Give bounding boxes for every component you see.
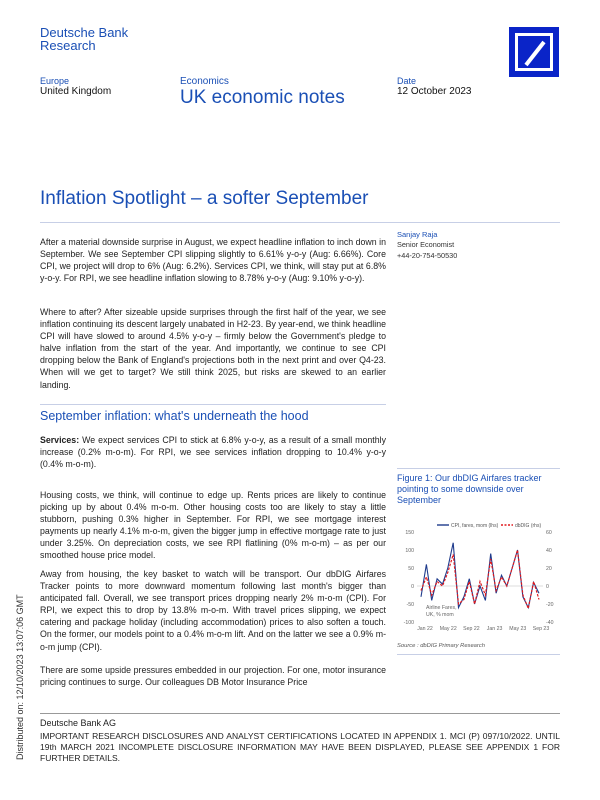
footer-company: Deutsche Bank AG: [40, 718, 117, 728]
date-block: [397, 76, 472, 97]
x-tick-label: May 23: [509, 626, 527, 632]
y-left-tick-label: -50: [406, 602, 414, 608]
x-tick-label: Sep 22: [463, 626, 480, 632]
y-left-tick-label: 50: [408, 566, 414, 572]
x-tick-label: Jan 23: [486, 626, 503, 632]
region-label: Europe: [40, 76, 70, 86]
services-lead: Services:: [40, 435, 80, 445]
y-left-tick-label: -100: [403, 620, 414, 626]
chart-annotation-line2: UK, % mom: [426, 612, 454, 618]
y-left-tick-label: 150: [405, 530, 414, 536]
footer-disclosure: IMPORTANT RESEARCH DISCLOSURES AND ANALYST CERTIFICATIONS LOCATED IN APPENDIX 1. MCI (P) 097/10/2022. UNTIL 19th MARCH 2021 INCOMPLETE DISCLOSURE INFORMATION MAY HAVE BEEN DISPLAYED, PLEASE SEE APPENDIX 1 FOR FURTHER DETAILS.: [40, 731, 560, 763]
topic-block: [180, 76, 345, 109]
author-title: Senior Economist: [397, 240, 455, 249]
footer-divider: [40, 713, 560, 714]
logo-frame: [515, 33, 553, 71]
y-left-tick-label: 0: [411, 584, 414, 590]
services-text: We expect services CPI to stick at 6.8% y-o-y, as a result of a small monthly increase (0.2% m-o-m). For RPI, we see services inflation dropping to 10.4% y-o-y (0.4% m-o-m).: [40, 435, 386, 470]
y-right-tick-label: 20: [546, 566, 552, 572]
figure-caption: Figure 1: Our dbDIG Airfares tracker pointing to some downside over September: [397, 473, 542, 505]
chart-series: [421, 543, 539, 609]
paragraph-transport: Away from housing, the key basket to watch will be transport. Our dbDIG Airfares Tracker points to more downward momentum following last month's bigger than anticipated fall. Overall, we see transport prices dropping nearly 2% m-o-m (CPI). For RPI, we expect this to drop by 13.8% m-o-m. With travel prices slipping, we expect catering and package holiday (including accommodation) prices to also soften a touch. On the former, our models point to a 0.4% m-o-m lift. And on the latter we see a 0.9% m-o-m jump (CPI).: [40, 569, 386, 652]
author-phone: +44-20-754-50530: [397, 251, 458, 260]
headline: Inflation Spotlight – a softer September: [40, 188, 369, 209]
y-right-tick-label: 60: [546, 530, 552, 536]
airfares-chart: [397, 518, 562, 642]
paragraph-intro: After a material downside surprise in August, we expect headline inflation to inch down in September. We see September CPI slipping slightly to 6.61% y-o-y (Aug: 6.66%). Core CPI, we project will drop to 6% (Aug: 6.2%). Services CPI, we think, will stay put at 6.8% y-o-y. For RPI, we see headline inflation slowing to 8.78% y-o-y (Aug: 9.10% y-o-y).: [40, 237, 386, 284]
legend-label: dbDIG (rhs): [515, 523, 542, 529]
paragraph-outlook: Where to after? After sizeable upside surprises through the first half of the year, we see inflation continuing its descent largely unabated in H2-23. By year-end, we think headline CPI will have slowed to around 4.5% y-o-y – firmly below the Government's pledge to halve inflation from the start of the year. And importantly, we continue to see CPI dropping below the Bank of England's projections both in the next print and over Q4-23. When will we get to target? We still think 2025, but risks are skewed to an earlier landing.: [40, 307, 386, 390]
brand-line2: Research: [40, 38, 96, 53]
x-tick-label: May 22: [439, 626, 457, 632]
figure-bottom-divider: [397, 654, 560, 655]
y-right-tick-label: -40: [546, 620, 554, 626]
author-block: [397, 230, 457, 261]
topic-label: Economics: [180, 76, 229, 87]
figure-source: Source : dbDIG Primary Research: [397, 643, 485, 649]
date-value: 12 October 2023: [397, 86, 472, 97]
y-right-tick-label: 40: [546, 548, 552, 554]
chart-legend: [437, 523, 541, 529]
paragraph-services: [40, 434, 386, 470]
y-right-tick-label: -20: [546, 602, 554, 608]
headline-divider: [40, 222, 560, 223]
author-name[interactable]: Sanjay Raja: [397, 230, 438, 239]
legend-label: CPI, fares, mom (lhs): [451, 523, 499, 529]
brand-line1: Deutsche Bank: [40, 25, 129, 40]
x-tick-label: Sep 23: [532, 626, 550, 632]
y-right-tick-label: 0: [546, 584, 549, 590]
x-tick-label: Jan 22: [417, 626, 433, 632]
y-left-tick-label: 100: [405, 548, 414, 554]
deutsche-bank-logo: [509, 27, 559, 77]
section-divider: [40, 404, 386, 405]
distribution-stamp: Distributed on: 12/10/2023 13:07:06 GMT: [15, 594, 25, 760]
paragraph-housing: Housing costs, we think, will continue to edge up. Rents prices are likely to continue picking up by about 0.4% m-o-m. Other housing costs too are likely to stay a little stubborn, pushing 0.3% higher in September. For RPI, we see mortgage interest payments up nearly 4.1% m-o-m, given the bigger jump in effective mortgage rate to just under 3.25%. On depreciation costs, we see RPI flatlining (0% m-o-m) – as per our smoothed house price model.: [40, 490, 386, 561]
region-block: [40, 76, 111, 97]
logo-slash-icon: [518, 36, 556, 74]
brand-name: [40, 26, 128, 52]
date-label: Date: [397, 76, 417, 86]
chart-annotation-line1: Airline Fares,: [426, 605, 457, 611]
series-dbdig-line: [421, 550, 539, 609]
series-cpi-line: [421, 543, 539, 608]
paragraph-upside: There are some upside pressures embedded in our projection. For one, motor insurance pricing continues to surge. Our colleagues DB Motor Insurance Price: [40, 665, 386, 688]
doc-title: UK economic notes: [180, 87, 345, 108]
region-value: United Kingdom: [40, 86, 112, 97]
section-title: September inflation: what's underneath the hood: [40, 409, 309, 423]
figure-top-divider: [397, 468, 560, 469]
